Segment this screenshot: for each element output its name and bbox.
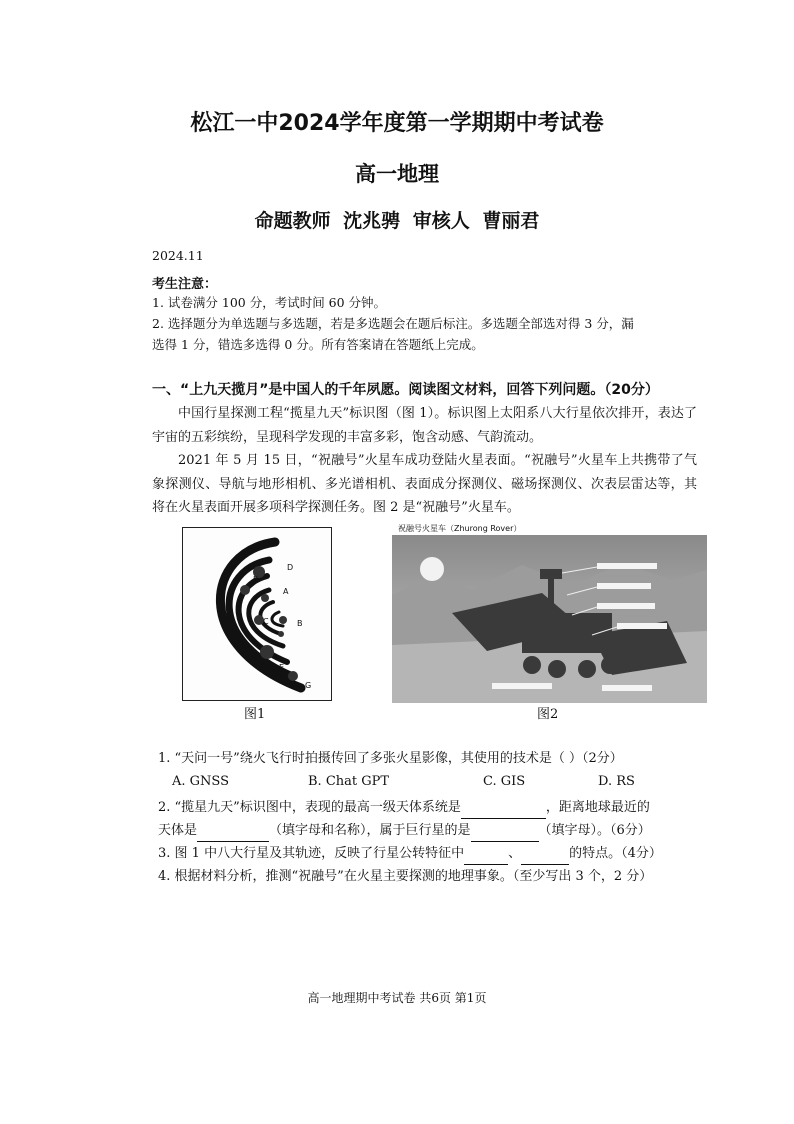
question-2-line-2 xyxy=(158,821,651,842)
planet-label: C xyxy=(263,617,269,626)
planet-label: E xyxy=(279,663,285,672)
option-c: C. GIS xyxy=(483,774,526,789)
notice-item: 2. 选择题分为单选题与多选题，若是多选题会在题后标注。多选题全部选对得 3 分，漏 xyxy=(152,316,634,331)
answer-blank xyxy=(521,844,569,865)
planet-icon xyxy=(288,671,298,681)
figure-2-rover-photo xyxy=(392,523,707,703)
question-3 xyxy=(158,844,662,865)
exam-subject: 高一地理 xyxy=(355,162,439,186)
notice-item: 选得 1 分，错选多选得 0 分。所有答案请在答题纸上完成。 xyxy=(152,337,484,352)
question-2-text: 天体是 xyxy=(158,823,198,838)
option-a: A. GNSS xyxy=(172,774,229,789)
rover-illustration xyxy=(392,535,707,703)
question-1: 1. “天问一号”绕火飞行时拍摄传回了多张火星影像，其使用的技术是（ ）（2分） xyxy=(158,751,623,766)
exam-title: 松江一中2024学年度第一学期期中考试卷 xyxy=(190,111,604,136)
notice-item: 1. 试卷满分 100 分，考试时间 60 分钟。 xyxy=(152,295,387,310)
exam-authors: 命题教师 沈兆骋 审核人 曹丽君 xyxy=(254,210,540,232)
option-b: B. Chat GPT xyxy=(308,774,390,789)
question-2-text: 2. “揽星九天”标识图中，表现的最高一级天体系统是 xyxy=(158,800,461,815)
answer-blank xyxy=(197,821,269,842)
planet-label: F xyxy=(253,575,258,584)
answer-blank xyxy=(471,821,539,842)
question-2-text: ，距离地球最近的 xyxy=(545,800,650,815)
question-3-text: 的特点。（4分） xyxy=(569,846,662,861)
figure-2-caption: 图2 xyxy=(537,707,559,722)
question-3-text: 3. 图 1 中八大行星及其轨迹，反映了行星公转特征中 xyxy=(158,846,465,861)
figure-1-caption: 图1 xyxy=(244,707,266,722)
page-footer: 高一地理期中考试卷 共6页 第1页 xyxy=(307,991,487,1005)
exam-date: 2024.11 xyxy=(152,248,204,263)
question-3-sep: 、 xyxy=(508,846,522,861)
planet-label: H xyxy=(269,539,276,548)
figure-2-title: 祝融号火星车（Zhurong Rover） xyxy=(398,524,522,533)
planet-icon xyxy=(260,645,274,659)
question-2-line-1 xyxy=(158,798,650,819)
star-logo-illustration xyxy=(183,528,331,700)
notice-heading: 考生注意： xyxy=(152,277,218,292)
planet-icon xyxy=(240,585,250,595)
planet-icon xyxy=(278,631,284,637)
section-paragraph: 中国行星探测工程“揽星九天”标识图（图 1）。标识图上太阳系八大行星依次排开，表达了宇宙的五彩缤纷，呈现科学发现的丰富多彩，饱含动感、气韵流动。 xyxy=(152,406,697,445)
planet-label: A xyxy=(283,587,289,596)
planet-label: G xyxy=(305,681,312,690)
section-paragraph: 2021 年 5 月 15 日，“祝融号”火星车成功登陆火星表面。“祝融号”火星车上共携带了气象探测仪、导航与地形相机、多光谱相机、表面成分探测仪、磁场探测仪、次表层雷达等，其将在火星表面开展多项科学探测任务。图 2 是“祝融号”火星车。 xyxy=(152,453,697,515)
planet-icon xyxy=(261,594,269,602)
question-4: 4. 根据材料分析，推测“祝融号”在火星主要探测的地理事象。（至少写出 3 个，2 分） xyxy=(158,869,653,884)
option-d: D. RS xyxy=(598,774,635,789)
planet-label: D xyxy=(287,563,294,572)
answer-blank xyxy=(464,844,508,865)
section-heading: 一、“上九天揽月”是中国人的千年夙愿。阅读图文材料，回答下列问题。（20分） xyxy=(152,382,659,398)
answer-blank xyxy=(461,798,546,819)
planet-icon xyxy=(279,616,287,624)
figure-1-logo xyxy=(182,527,332,701)
question-2-text: （填字母和名称），属于巨行星的是 xyxy=(269,823,471,838)
planet-label: B xyxy=(297,619,303,628)
question-2-text: （填字母）。（6分） xyxy=(538,823,651,838)
